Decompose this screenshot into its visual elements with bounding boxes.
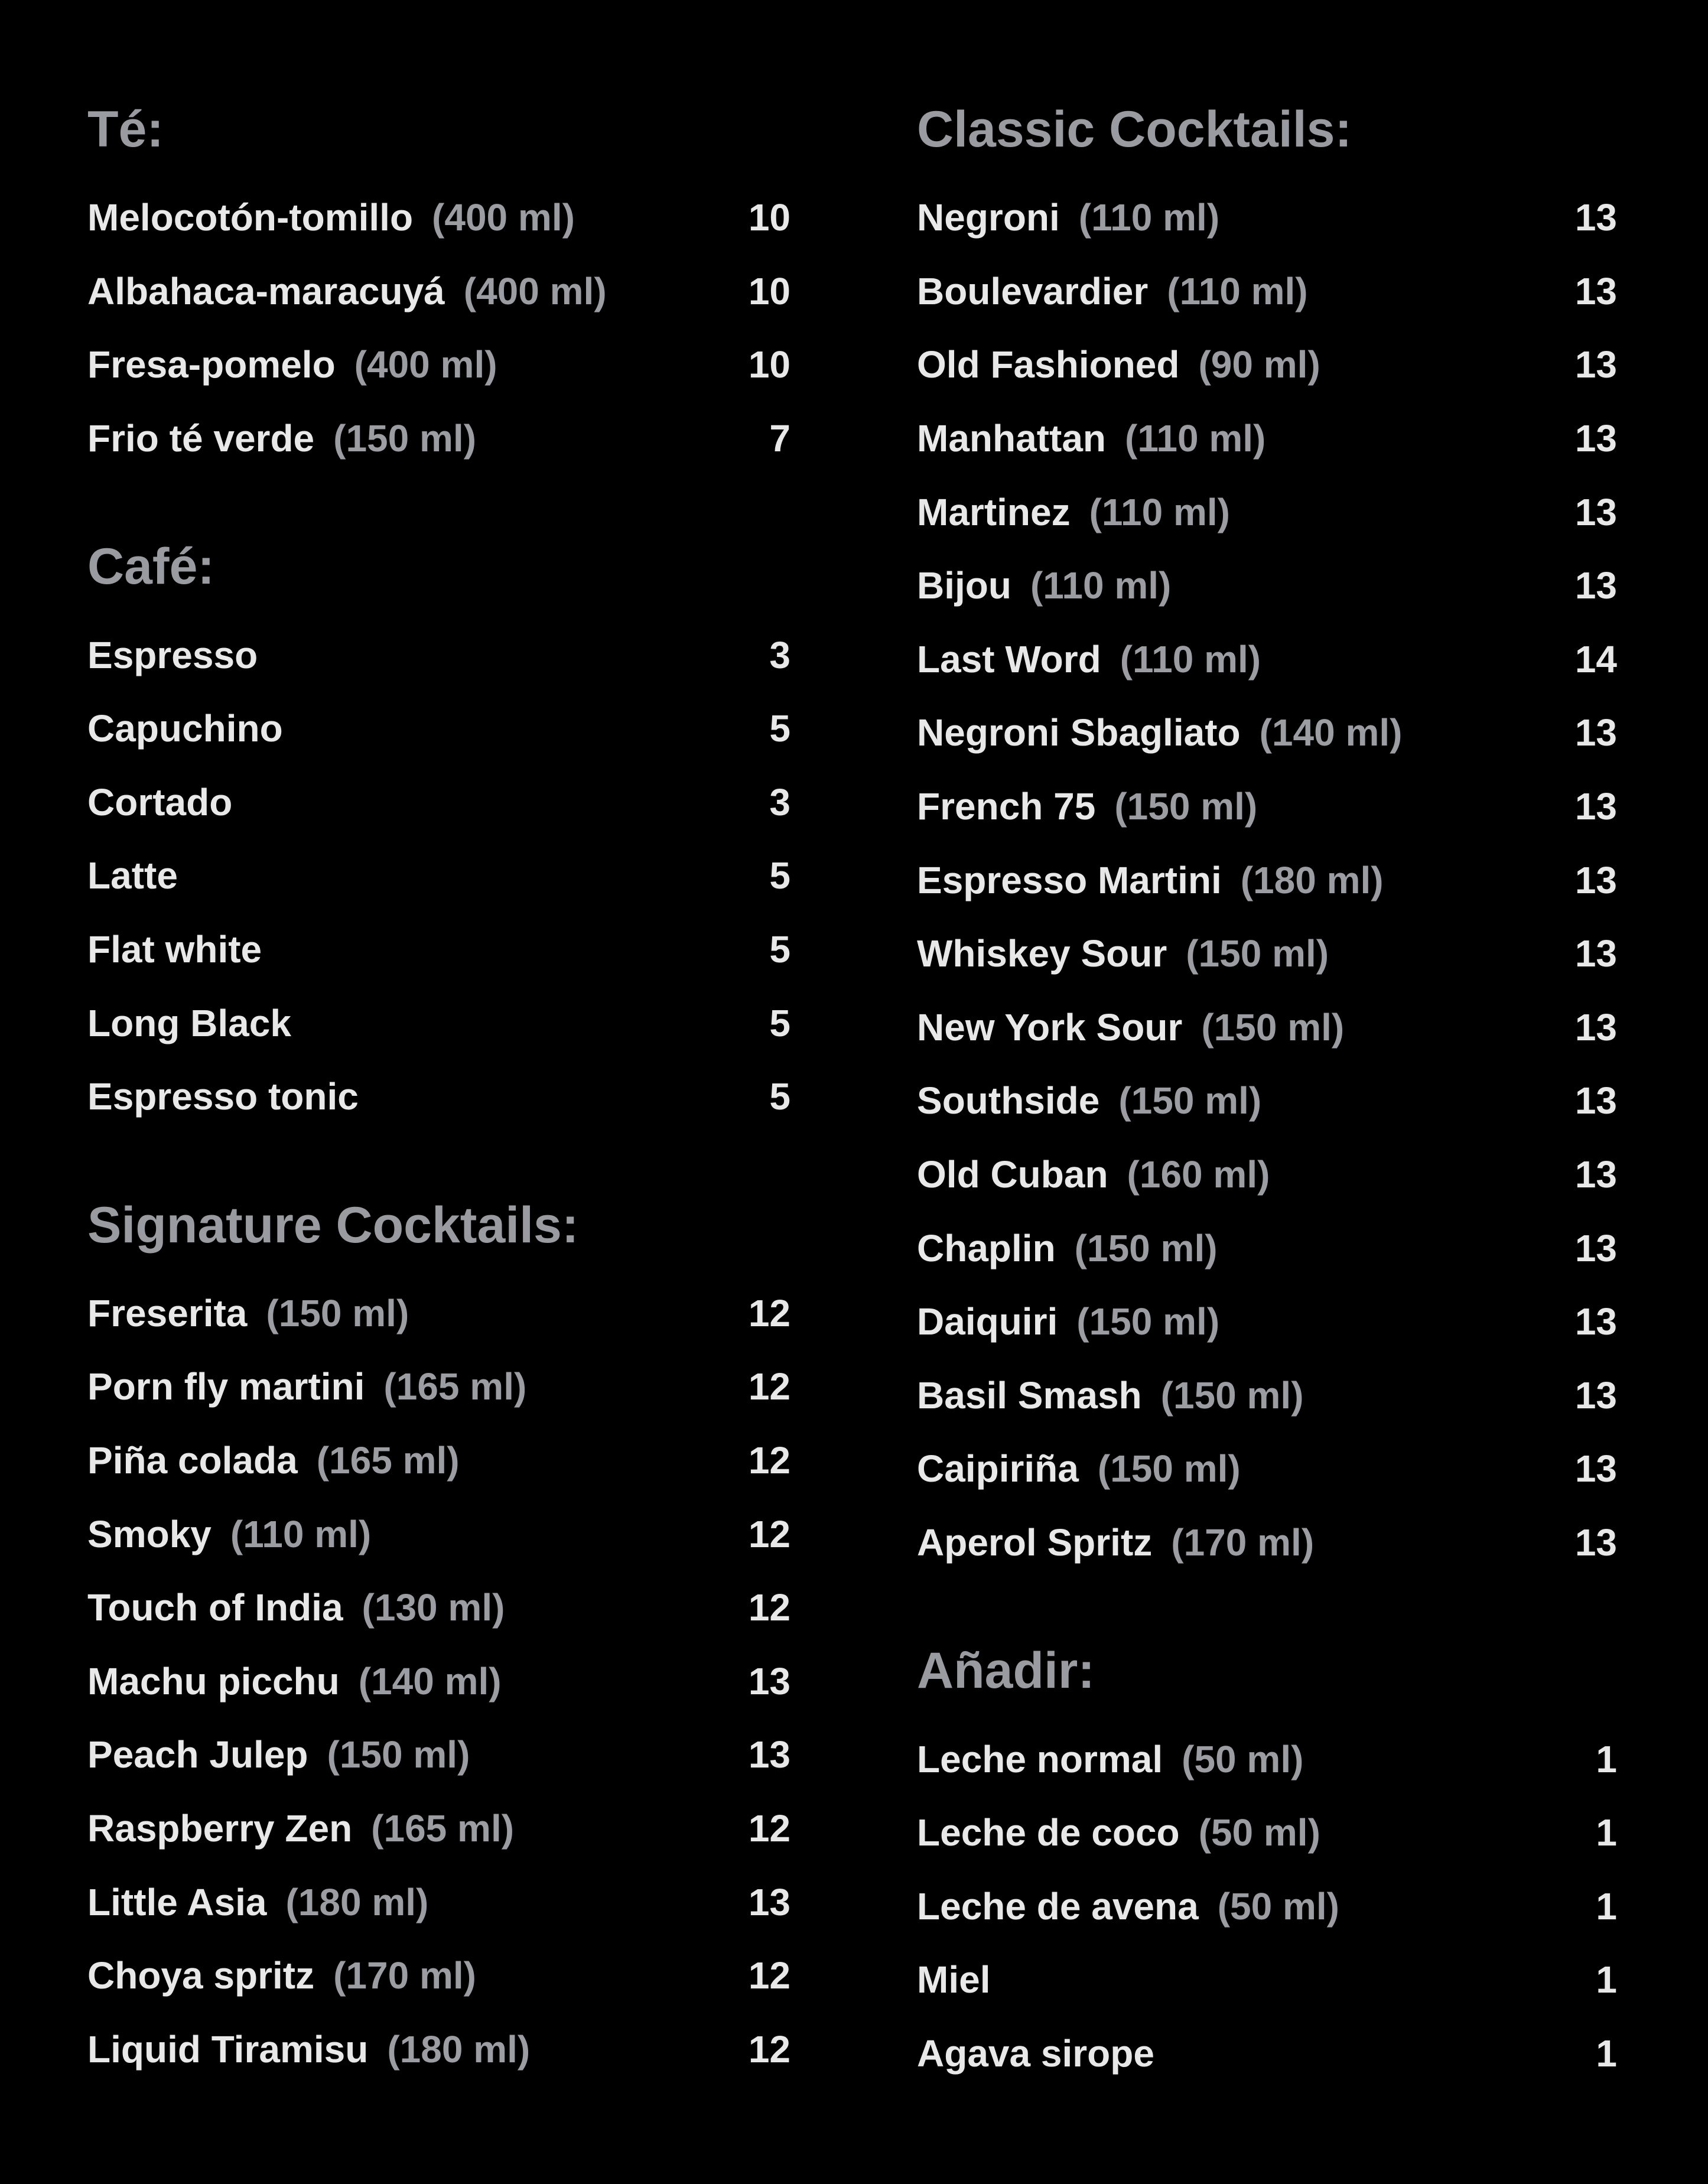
menu-item-name: Espresso Martini <box>917 858 1222 901</box>
menu-section <box>87 95 790 475</box>
menu-item-label <box>87 196 575 239</box>
menu-item-volume: (150 ml) <box>1201 1005 1345 1049</box>
menu-item-price: 13 <box>1574 1521 1617 1564</box>
menu-item-name: Aperol Spritz <box>917 1521 1153 1564</box>
menu-item-price: 1 <box>1596 2032 1617 2075</box>
menu-item <box>917 328 1617 402</box>
menu-item-label <box>917 490 1230 534</box>
menu-item <box>917 181 1617 255</box>
menu-item <box>917 2017 1617 2091</box>
menu-item <box>87 1645 790 1718</box>
menu-item-price: 10 <box>748 343 790 386</box>
menu-item-price: 13 <box>1574 1153 1617 1196</box>
menu-item-volume: (400 ml) <box>432 196 575 239</box>
menu-item <box>87 692 790 766</box>
menu-item-price: 12 <box>748 1586 790 1629</box>
menu-item <box>87 1571 790 1645</box>
menu-item-volume: (180 ml) <box>387 2027 531 2071</box>
menu-item-volume: (130 ml) <box>362 1586 505 1629</box>
menu-item <box>917 402 1617 476</box>
menu-item-price: 13 <box>1574 343 1617 386</box>
menu-item-label <box>87 1075 359 1118</box>
menu-column-left <box>87 95 790 2086</box>
menu-item-price: 1 <box>1596 1884 1617 1928</box>
menu-item-label <box>917 1521 1314 1564</box>
menu-item-price: 12 <box>748 1291 790 1335</box>
menu-item-price: 13 <box>748 1880 790 1923</box>
menu-item-name: Latte <box>87 854 178 897</box>
menu-item-volume: (110 ml) <box>1078 196 1220 239</box>
menu-item-name: Boulevardier <box>917 269 1149 313</box>
menu-item-label <box>87 633 258 677</box>
menu-item-name: Last Word <box>917 637 1101 681</box>
menu-item-label <box>917 1447 1241 1490</box>
menu-item-name: Basil Smash <box>917 1373 1142 1417</box>
menu-item-price: 12 <box>748 1439 790 1482</box>
menu-item-label <box>917 1005 1344 1049</box>
menu-item-volume: (150 ml) <box>1186 932 1329 975</box>
menu-item-volume: (150 ml) <box>1160 1373 1304 1417</box>
menu-item <box>917 1869 1617 1943</box>
menu-item-label <box>917 1958 990 2001</box>
menu-section <box>917 1636 1617 2090</box>
menu-item <box>917 1211 1617 1285</box>
menu-item-label <box>87 269 607 313</box>
menu-item-volume: (150 ml) <box>1114 785 1258 828</box>
menu-item <box>917 1796 1617 1870</box>
menu-item-label <box>917 1884 1339 1928</box>
menu-item <box>87 181 790 255</box>
menu-item-name: Miel <box>917 1958 991 2001</box>
section-items <box>87 1277 790 2087</box>
menu-item-volume: (180 ml) <box>1240 858 1384 901</box>
menu-section <box>87 1190 790 2087</box>
menu-item-price: 7 <box>769 417 790 460</box>
menu-item-name: Agava sirope <box>917 2032 1154 2075</box>
menu-item-label <box>87 780 232 824</box>
menu-item-price: 3 <box>769 780 790 824</box>
menu-item-name: New York Sour <box>917 1005 1183 1049</box>
menu-item <box>87 766 790 839</box>
menu-item-name: Long Black <box>87 1001 291 1044</box>
menu-item-price: 13 <box>1574 711 1617 754</box>
menu-item-price: 14 <box>1574 637 1617 681</box>
menu-item-price: 5 <box>769 1001 790 1044</box>
menu-item-volume: (110 ml) <box>1030 564 1172 607</box>
menu-item-label <box>917 637 1261 681</box>
menu-item-label <box>87 1807 514 1850</box>
menu-item-price: 13 <box>748 1733 790 1776</box>
section-title: Classic Cocktails: <box>917 101 1352 158</box>
menu-item-volume: (150 ml) <box>1097 1447 1241 1490</box>
menu-item-name: Caipiriña <box>917 1447 1079 1490</box>
menu-item-volume: (90 ml) <box>1198 343 1320 386</box>
menu-item-name: Freserita <box>87 1291 248 1335</box>
menu-item-price: 13 <box>1574 785 1617 828</box>
menu-item-name: Melocotón-tomillo <box>87 196 414 239</box>
menu-item <box>87 2012 790 2086</box>
menu-item <box>87 1865 790 1939</box>
menu-item-price: 13 <box>1574 564 1617 607</box>
menu-item-price: 5 <box>769 928 790 971</box>
menu-item-name: Cortado <box>87 780 233 824</box>
menu-item-price: 13 <box>748 1659 790 1703</box>
menu-item-name: Negroni Sbagliato <box>917 711 1241 754</box>
menu-section <box>917 95 1617 1579</box>
menu-item-volume: (140 ml) <box>358 1659 502 1703</box>
menu-item-name: French 75 <box>917 785 1096 828</box>
menu-item <box>917 1285 1617 1359</box>
menu-item <box>917 1064 1617 1138</box>
menu-item-volume: (110 ml) <box>1120 637 1261 681</box>
menu-item-label <box>87 416 476 460</box>
menu-item <box>917 843 1617 917</box>
menu-item-label <box>917 2032 1154 2075</box>
menu-item <box>917 475 1617 549</box>
menu-item-name: Manhattan <box>917 417 1106 460</box>
menu-item-label <box>87 1659 502 1703</box>
menu-item-volume: (150 ml) <box>266 1291 409 1335</box>
menu-item-label <box>917 785 1257 828</box>
menu-item-price: 12 <box>748 1512 790 1555</box>
menu-item-price: 13 <box>1574 858 1617 901</box>
menu-item-volume: (160 ml) <box>1127 1153 1270 1196</box>
menu-item <box>917 1943 1617 2017</box>
menu-item-label <box>917 1079 1261 1122</box>
menu-item-price: 13 <box>1574 1447 1617 1490</box>
menu-item <box>87 1350 790 1424</box>
menu-item-name: Peach Julep <box>87 1733 308 1776</box>
menu-item-volume: (110 ml) <box>1089 490 1230 533</box>
menu-item-price: 1 <box>1596 1958 1617 2001</box>
menu-item-price: 5 <box>769 707 790 750</box>
menu-item-label <box>917 932 1329 975</box>
menu-item <box>917 770 1617 844</box>
menu-item-name: Capuchino <box>87 707 283 750</box>
menu-item-label <box>87 1438 460 1482</box>
menu-item-label <box>87 1365 526 1408</box>
menu-item-label <box>87 1001 291 1045</box>
menu-item-price: 13 <box>1574 1373 1617 1417</box>
menu-item-name: Leche de avena <box>917 1884 1199 1928</box>
menu-item-name: Flat white <box>87 928 262 971</box>
menu-item-price: 12 <box>748 1954 790 1997</box>
menu-item-name: Espresso tonic <box>87 1075 359 1118</box>
menu-item <box>917 1138 1617 1212</box>
menu-item-price: 13 <box>1574 269 1617 313</box>
menu-item <box>87 1718 790 1792</box>
menu-item-price: 12 <box>748 1807 790 1850</box>
menu-item-name: Little Asia <box>87 1880 267 1923</box>
menu-item-label <box>917 1811 1320 1854</box>
menu-item-name: Espresso <box>87 633 258 676</box>
menu-item-name: Piña colada <box>87 1439 298 1482</box>
menu-item <box>917 1359 1617 1433</box>
menu-item-price: 5 <box>769 854 790 897</box>
menu-item <box>87 913 790 987</box>
menu-item-price: 1 <box>1596 1737 1617 1781</box>
menu-item-volume: (165 ml) <box>316 1439 460 1482</box>
section-title: Signature Cocktails: <box>87 1196 579 1254</box>
menu-item-price: 12 <box>748 2027 790 2071</box>
menu-item-volume: (150 ml) <box>1074 1226 1218 1270</box>
menu-item-price: 12 <box>748 1365 790 1408</box>
menu-item <box>87 255 790 328</box>
menu-item-volume: (50 ml) <box>1217 1884 1339 1928</box>
menu-column-right <box>917 95 1617 2090</box>
menu-item-name: Martinez <box>917 490 1071 533</box>
menu-item-volume: (50 ml) <box>1198 1811 1320 1854</box>
menu-item-label <box>917 564 1171 607</box>
section-items <box>87 618 790 1133</box>
menu-item-price: 13 <box>1574 932 1617 975</box>
menu-item-label <box>87 1880 428 1924</box>
menu-item-label <box>87 1954 476 1997</box>
menu-item-name: Albahaca-maracuyá <box>87 269 445 313</box>
menu-item <box>917 696 1617 770</box>
section-title: Añadir: <box>917 1642 1095 1700</box>
menu-item-label <box>917 1226 1218 1270</box>
menu-item-label <box>87 2027 530 2071</box>
menu-item <box>87 839 790 913</box>
menu-item-name: Daiquiri <box>917 1300 1058 1343</box>
menu-item-label <box>917 1737 1303 1781</box>
menu-item-price: 13 <box>1574 1079 1617 1122</box>
menu-item-label <box>87 343 497 386</box>
menu-item-volume: (170 ml) <box>1171 1521 1315 1564</box>
menu-item-name: Choya spritz <box>87 1954 315 1997</box>
menu-item <box>917 549 1617 623</box>
menu-item-price: 13 <box>1574 1226 1617 1270</box>
menu-item-label <box>87 1512 371 1556</box>
menu-item <box>917 1506 1617 1580</box>
menu-item-label <box>917 1153 1270 1196</box>
menu-item <box>917 1722 1617 1796</box>
menu-item-volume: (150 ml) <box>1118 1079 1262 1122</box>
menu-item-label <box>917 711 1402 754</box>
menu-item-name: Machu picchu <box>87 1659 340 1703</box>
menu-item-label <box>917 269 1308 313</box>
menu-item <box>917 917 1617 991</box>
menu-item-name: Old Fashioned <box>917 343 1180 386</box>
menu-item-label <box>917 858 1384 902</box>
menu-item <box>87 1060 790 1134</box>
menu-item-volume: (400 ml) <box>463 269 607 313</box>
menu-item-name: Old Cuban <box>917 1153 1108 1196</box>
menu-item-label <box>917 416 1265 460</box>
menu-item-name: Porn fly martini <box>87 1365 365 1408</box>
menu-item-label <box>87 1586 505 1629</box>
menu-item-price: 1 <box>1596 1811 1617 1854</box>
section-items <box>917 181 1617 1579</box>
menu-item-name: Liquid Tiramisu <box>87 2027 369 2071</box>
menu-item-name: Leche de coco <box>917 1811 1180 1854</box>
menu-item-price: 13 <box>1574 1300 1617 1343</box>
menu-item-label <box>87 707 283 750</box>
menu-item-volume: (165 ml) <box>383 1365 527 1408</box>
menu-item-price: 5 <box>769 1075 790 1118</box>
menu-item-name: Southside <box>917 1079 1100 1122</box>
menu-item-volume: (110 ml) <box>230 1512 372 1555</box>
menu-item-price: 13 <box>1574 1005 1617 1049</box>
menu-section <box>87 532 790 1133</box>
menu-item <box>87 402 790 476</box>
menu-item-label <box>917 343 1320 386</box>
section-title: Café: <box>87 538 215 595</box>
menu-item-volume: (50 ml) <box>1182 1737 1304 1781</box>
menu-item-name: Fresa-pomelo <box>87 343 336 386</box>
menu-item <box>917 255 1617 328</box>
menu-item <box>87 328 790 402</box>
menu-item-name: Raspberry Zen <box>87 1807 353 1850</box>
menu-item-label <box>87 1733 470 1776</box>
menu-item-label <box>87 1291 409 1335</box>
menu-item-name: Whiskey Sour <box>917 932 1167 975</box>
menu-item <box>87 1424 790 1498</box>
menu-item <box>917 1432 1617 1506</box>
menu-item-volume: (400 ml) <box>354 343 497 386</box>
menu-item-name: Negroni <box>917 196 1060 239</box>
menu-item-name: Touch of India <box>87 1586 343 1629</box>
menu-item-price: 13 <box>1574 417 1617 460</box>
menu-item <box>87 1939 790 2013</box>
menu-item-volume: (170 ml) <box>333 1954 476 1997</box>
menu-item <box>917 623 1617 696</box>
menu-item <box>87 1497 790 1571</box>
menu-item-name: Bijou <box>917 564 1011 607</box>
menu-item-label <box>87 927 262 971</box>
menu-item-volume: (150 ml) <box>327 1733 470 1776</box>
menu-item-volume: (150 ml) <box>1076 1300 1220 1343</box>
menu-item-label <box>917 1300 1219 1343</box>
section-items <box>87 181 790 475</box>
section-title: Té: <box>87 101 164 158</box>
menu-item <box>87 1277 790 1350</box>
menu-item-volume: (110 ml) <box>1125 417 1266 460</box>
menu-item-price: 13 <box>1574 490 1617 533</box>
menu-item-volume: (150 ml) <box>333 417 476 460</box>
menu-item-price: 13 <box>1574 196 1617 239</box>
menu-item-price: 10 <box>748 196 790 239</box>
menu-item-name: Frio té verde <box>87 417 315 460</box>
menu-item-label <box>87 854 178 897</box>
section-items <box>917 1722 1617 2090</box>
menu-item-volume: (140 ml) <box>1259 711 1403 754</box>
menu-item <box>87 618 790 692</box>
menu-item <box>917 991 1617 1065</box>
menu-item-volume: (165 ml) <box>371 1807 515 1850</box>
menu-item-volume: (180 ml) <box>285 1880 429 1923</box>
menu-item-price: 10 <box>748 269 790 313</box>
menu-item-name: Chaplin <box>917 1226 1056 1270</box>
menu-item-price: 3 <box>769 633 790 676</box>
menu-item-volume: (110 ml) <box>1167 269 1308 313</box>
menu-item <box>87 986 790 1060</box>
menu-item <box>87 1792 790 1866</box>
menu-item-label <box>917 196 1219 239</box>
menu-item-label <box>917 1373 1304 1417</box>
menu-item-name: Smoky <box>87 1512 212 1555</box>
menu-item-name: Leche normal <box>917 1737 1163 1781</box>
